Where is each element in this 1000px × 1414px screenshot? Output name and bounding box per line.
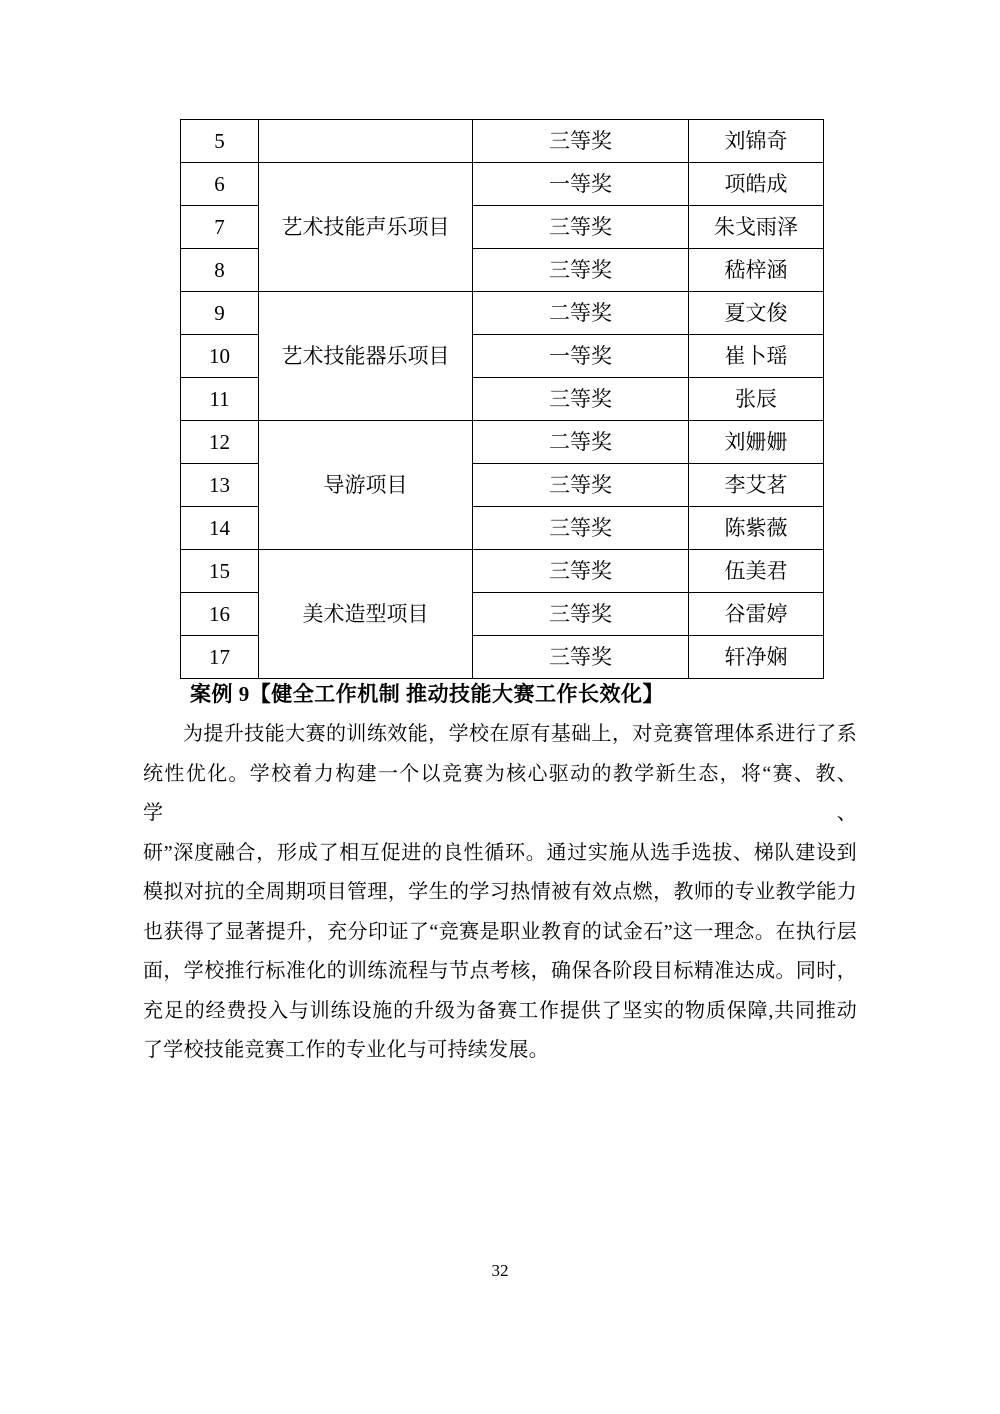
cell-award: 三等奖 (473, 593, 689, 636)
cell-name: 崔卜瑶 (689, 335, 824, 378)
cell-name: 伍美君 (689, 550, 824, 593)
table-row (181, 163, 824, 206)
cell-name: 刘姗姗 (689, 421, 824, 464)
cell-num: 11 (181, 378, 259, 421)
cell-award: 三等奖 (473, 378, 689, 421)
cell-name: 嵇梓涵 (689, 249, 824, 292)
cell-award: 三等奖 (473, 120, 689, 163)
table-row (181, 120, 824, 163)
cell-num: 17 (181, 636, 259, 679)
cell-name: 夏文俊 (689, 292, 824, 335)
cell-award: 二等奖 (473, 292, 689, 335)
cell-num: 14 (181, 507, 259, 550)
page-number: 32 (491, 1261, 509, 1280)
cell-num: 7 (181, 206, 259, 249)
case-heading: 案例 9【健全工作机制 推动技能大赛工作长效化】 (190, 682, 664, 706)
cell-award: 三等奖 (473, 550, 689, 593)
cell-name: 朱戈雨泽 (689, 206, 824, 249)
cell-num: 15 (181, 550, 259, 593)
cell-project: 导游项目 (259, 421, 473, 550)
cell-award: 三等奖 (473, 507, 689, 550)
cell-num: 10 (181, 335, 259, 378)
paragraph-line: 模拟对抗的全周期项目管理，学生的学习热情被有效点燃，教师的专业教学能力 (143, 881, 857, 903)
cell-name: 陈紫薇 (689, 507, 824, 550)
cell-name: 轩净娴 (689, 636, 824, 679)
awards-table (180, 119, 824, 679)
cell-num: 8 (181, 249, 259, 292)
cell-name: 李艾茗 (689, 464, 824, 507)
cell-award: 三等奖 (473, 636, 689, 679)
cell-award: 二等奖 (473, 421, 689, 464)
body-paragraph (143, 715, 857, 1071)
cell-award: 三等奖 (473, 464, 689, 507)
cell-num: 16 (181, 593, 259, 636)
cell-project: 美术造型项目 (259, 550, 473, 679)
cell-project: 艺术技能声乐项目 (259, 163, 473, 292)
paragraph-line: 研”深度融合，形成了相互促进的良性循环。通过实施从选手选拔、梯队建设到 (143, 841, 857, 864)
paragraph-line: 充足的经费投入与训练设施的升级为备赛工作提供了坚实的物质保障,共同推动 (143, 999, 857, 1022)
cell-award: 一等奖 (473, 335, 689, 378)
paragraph-line: 为提升技能大赛的训练效能，学校在原有基础上，对竞赛管理体系进行了系 (183, 723, 857, 745)
cell-award: 三等奖 (473, 206, 689, 249)
paragraph-line: 统性优化。学校着力构建一个以竞赛为核心驱动的教学新生态，将“赛、教、学、 (143, 762, 857, 824)
cell-num: 12 (181, 421, 259, 464)
cell-award: 三等奖 (473, 249, 689, 292)
cell-name: 项皓成 (689, 163, 824, 206)
table-row (181, 292, 824, 335)
cell-num: 5 (181, 120, 259, 163)
paragraph-line: 也获得了显著提升，充分印证了“竞赛是职业教育的试金石”这一理念。在执行层 (143, 920, 857, 943)
cell-num: 13 (181, 464, 259, 507)
cell-project (259, 120, 473, 163)
paragraph-line: 了学校技能竞赛工作的专业化与可持续发展。 (143, 1039, 549, 1061)
cell-name: 张辰 (689, 378, 824, 421)
cell-num: 6 (181, 163, 259, 206)
table-row (181, 421, 824, 464)
cell-name: 谷雷婷 (689, 593, 824, 636)
cell-num: 9 (181, 292, 259, 335)
table-row (181, 550, 824, 593)
cell-name: 刘锦奇 (689, 120, 824, 163)
cell-award: 一等奖 (473, 163, 689, 206)
paragraph-line: 面，学校推行标准化的训练流程与节点考核，确保各阶段目标精准达成。同时， (143, 960, 857, 982)
cell-project: 艺术技能器乐项目 (259, 292, 473, 421)
